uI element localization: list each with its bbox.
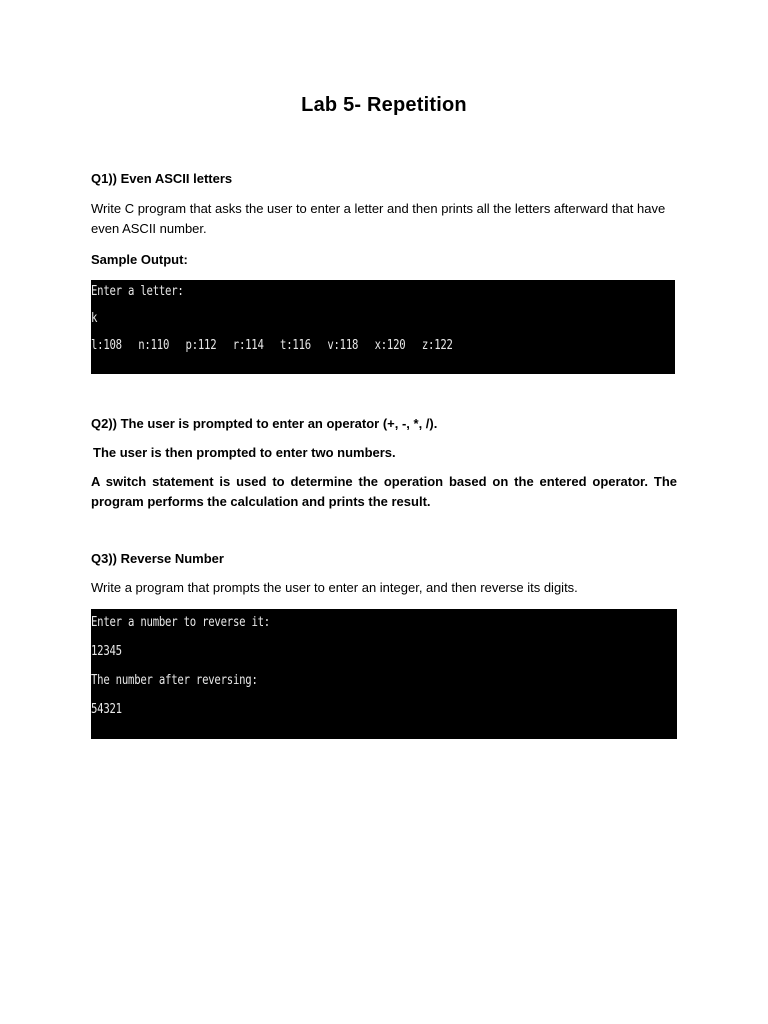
q2-line-switch-statement: A switch statement is used to determine the operation based on the entered operator. The program performs the calculation and prints the result. — [91, 474, 677, 509]
page-title: Lab 5- Repetition — [301, 94, 467, 116]
q3-description: Write a program that prompts the user to enter an integer, and then reverse its digits. — [91, 580, 578, 595]
q1-console-output — [91, 280, 675, 374]
result-item: n:110 — [138, 338, 170, 353]
q3-heading: Q3)) Reverse Number — [91, 551, 224, 566]
q1-heading: Q1)) Even ASCII letters — [91, 171, 233, 186]
sample-output-label: Sample Output: — [91, 252, 188, 267]
result-item: p:112 — [185, 338, 217, 353]
q2-heading: Q2)) The user is prompted to enter an operator (+, -, *, /). — [91, 416, 438, 431]
result-item: z:122 — [421, 338, 453, 353]
q1-console-prompt: Enter a letter: — [91, 284, 184, 299]
q1-console-results — [91, 338, 453, 353]
q3-console-result-label: The number after reversing: — [91, 673, 258, 688]
result-item: l:108 — [91, 338, 122, 353]
q3-console-result: 54321 — [91, 702, 122, 717]
q1-description: Write C program that asks the user to enter a letter and then prints all the letters afterward that have even ASCII number. — [91, 201, 666, 236]
result-item: x:120 — [374, 338, 406, 353]
q2-line-two-numbers: The user is then prompted to enter two numbers. — [93, 445, 396, 460]
result-item: r:114 — [232, 338, 264, 353]
q3-console-output — [91, 609, 677, 739]
q3-console-prompt: Enter a number to reverse it: — [91, 615, 270, 630]
q3-console-input: 12345 — [91, 644, 122, 659]
result-item: t:116 — [280, 338, 311, 353]
q1-console-input: k — [91, 311, 98, 326]
result-item: v:118 — [327, 338, 359, 353]
